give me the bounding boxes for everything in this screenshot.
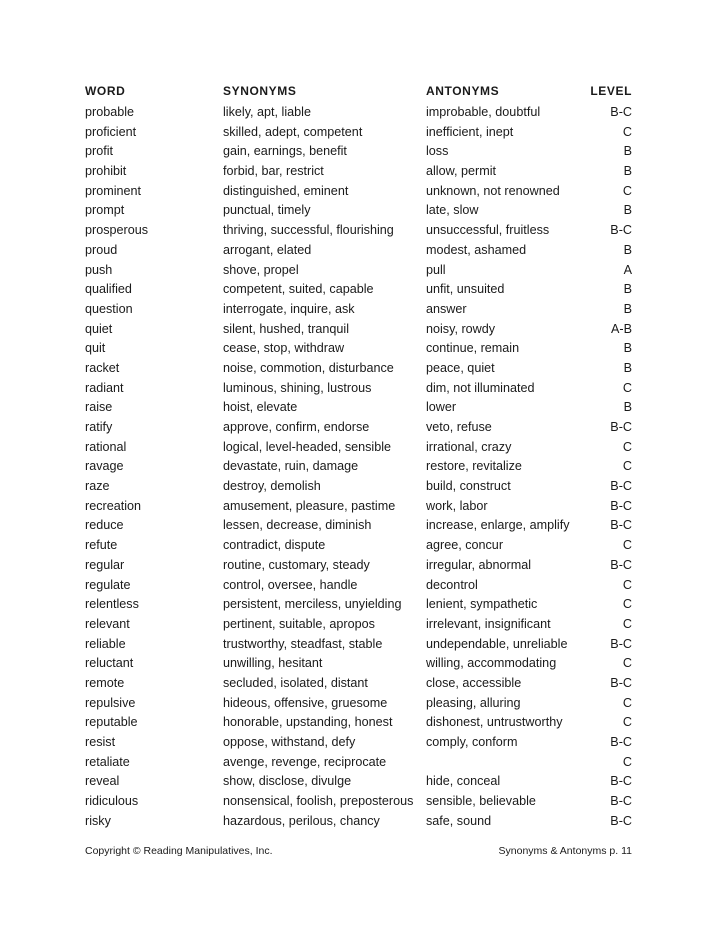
table-row bbox=[85, 221, 632, 241]
word-cell: regulate bbox=[85, 577, 131, 592]
page-footer bbox=[85, 842, 632, 860]
level-cell: C bbox=[622, 656, 632, 671]
antonyms-cell: close, accessible bbox=[426, 675, 522, 690]
antonyms-cell: continue, remain bbox=[426, 341, 520, 356]
word-cell: ratify bbox=[85, 420, 113, 434]
synonyms-cell: skilled, adept, competent bbox=[223, 124, 363, 139]
synonyms-cell: show, disclose, divulge bbox=[223, 774, 352, 789]
synonyms-cell: unwilling, hesitant bbox=[223, 656, 323, 671]
level-cell: B bbox=[623, 341, 632, 356]
word-cell: repulsive bbox=[85, 695, 136, 710]
word-cell: qualified bbox=[85, 282, 132, 297]
synonyms-cell: oppose, withstand, defy bbox=[223, 735, 356, 749]
level-cell: C bbox=[622, 597, 632, 612]
antonyms-cell: dishonest, untrustworthy bbox=[426, 715, 563, 730]
table-row bbox=[85, 812, 632, 832]
table-row bbox=[85, 516, 632, 536]
antonyms-cell: lower bbox=[426, 400, 457, 415]
level-cell: A bbox=[623, 262, 632, 277]
word-cell: proficient bbox=[85, 124, 137, 139]
synonyms-cell: shove, propel bbox=[223, 262, 299, 277]
level-cell: C bbox=[622, 616, 632, 631]
table-row bbox=[85, 477, 632, 497]
word-cell: ravage bbox=[85, 459, 124, 474]
word-cell: prominent bbox=[85, 183, 142, 198]
synonyms-cell: avenge, revenge, reciprocate bbox=[223, 754, 387, 769]
synonyms-cell: silent, hushed, tranquil bbox=[223, 321, 350, 336]
table-row bbox=[85, 713, 632, 733]
word-cell: regular bbox=[85, 557, 125, 572]
synonyms-cell: luminous, shining, lustrous bbox=[223, 380, 372, 395]
synonyms-cell: honorable, upstanding, honest bbox=[223, 715, 393, 730]
table-row bbox=[85, 654, 632, 674]
level-cell: B-C bbox=[610, 774, 632, 789]
word-cell: reveal bbox=[85, 774, 120, 789]
table-row bbox=[85, 241, 632, 261]
table-body bbox=[85, 103, 632, 831]
level-cell: B bbox=[623, 164, 632, 179]
word-cell: recreation bbox=[85, 498, 142, 513]
synonyms-cell: persistent, merciless, unyielding bbox=[223, 597, 402, 612]
synonyms-cell: cease, stop, withdraw bbox=[223, 341, 345, 356]
copyright-text: Copyright © Reading Manipulatives, Inc. bbox=[85, 845, 273, 857]
synonyms-cell: nonsensical, foolish, preposterous bbox=[223, 794, 414, 809]
word-cell: push bbox=[85, 262, 113, 277]
synonyms-cell: likely, apt, liable bbox=[223, 105, 311, 119]
word-cell: retaliate bbox=[85, 754, 130, 769]
level-cell: C bbox=[622, 439, 632, 454]
antonyms-cell: pull bbox=[426, 262, 446, 277]
level-cell: C bbox=[622, 754, 632, 769]
antonyms-cell: loss bbox=[426, 144, 449, 159]
word-cell: radiant bbox=[85, 380, 124, 395]
antonyms-cell: restore, revitalize bbox=[426, 459, 522, 474]
antonyms-cell: safe, sound bbox=[426, 813, 492, 828]
table-row bbox=[85, 753, 632, 773]
synonyms-cell: trustworthy, steadfast, stable bbox=[223, 636, 383, 651]
level-cell: B bbox=[623, 203, 632, 218]
antonyms-cell: dim, not illuminated bbox=[426, 380, 535, 395]
antonyms-cell: improbable, doubtful bbox=[426, 105, 541, 119]
level-cell: B-C bbox=[610, 813, 632, 828]
antonyms-cell: irregular, abnormal bbox=[426, 557, 531, 572]
level-cell: B bbox=[623, 301, 632, 316]
header-antonyms: ANTONYMS bbox=[426, 84, 500, 98]
antonyms-cell: noisy, rowdy bbox=[426, 321, 496, 336]
synonyms-cell: control, oversee, handle bbox=[223, 577, 358, 592]
table-row bbox=[85, 339, 632, 359]
synonyms-cell: gain, earnings, benefit bbox=[223, 144, 347, 159]
antonyms-cell: agree, concur bbox=[426, 538, 504, 553]
level-cell: B bbox=[623, 144, 632, 159]
word-cell: rational bbox=[85, 439, 127, 454]
antonyms-cell: unsuccessful, fruitless bbox=[426, 223, 550, 238]
synonyms-cell: approve, confirm, endorse bbox=[223, 420, 370, 434]
level-cell: B-C bbox=[610, 518, 632, 533]
table-row bbox=[85, 201, 632, 221]
table-row bbox=[85, 398, 632, 418]
antonyms-cell: irrational, crazy bbox=[426, 439, 512, 454]
header-level: LEVEL bbox=[590, 84, 632, 98]
antonyms-cell: allow, permit bbox=[426, 164, 496, 179]
level-cell: C bbox=[622, 124, 632, 139]
table-row bbox=[85, 733, 632, 753]
word-cell: proud bbox=[85, 242, 118, 257]
table-row bbox=[85, 576, 632, 596]
level-cell: B-C bbox=[610, 675, 632, 690]
table-row bbox=[85, 792, 632, 812]
synonyms-cell: devastate, ruin, damage bbox=[223, 459, 359, 474]
table-row bbox=[85, 300, 632, 320]
antonyms-cell: answer bbox=[426, 301, 467, 316]
synonyms-cell: amusement, pleasure, pastime bbox=[223, 498, 396, 513]
level-cell: C bbox=[622, 577, 632, 592]
header-word: WORD bbox=[85, 84, 126, 98]
table-row bbox=[85, 320, 632, 340]
synonyms-cell: destroy, demolish bbox=[223, 479, 321, 494]
table-row bbox=[85, 162, 632, 182]
level-cell: A-B bbox=[611, 321, 632, 336]
word-cell: reputable bbox=[85, 715, 138, 730]
antonyms-cell: late, slow bbox=[426, 203, 479, 218]
synonyms-cell: noise, commotion, disturbance bbox=[223, 360, 394, 375]
level-cell: B-C bbox=[610, 223, 632, 238]
table-row bbox=[85, 772, 632, 792]
table-row bbox=[85, 379, 632, 399]
level-cell: C bbox=[622, 183, 632, 198]
synonyms-cell: hoist, elevate bbox=[223, 400, 298, 415]
level-cell: B-C bbox=[610, 557, 632, 572]
level-cell: B-C bbox=[610, 420, 632, 434]
word-cell: profit bbox=[85, 144, 113, 159]
synonyms-cell: pertinent, suitable, apropos bbox=[223, 616, 375, 631]
antonyms-cell: peace, quiet bbox=[426, 360, 495, 375]
table-row bbox=[85, 261, 632, 281]
table-row bbox=[85, 635, 632, 655]
table-row bbox=[85, 418, 632, 438]
level-cell: C bbox=[622, 459, 632, 474]
antonyms-cell: unfit, unsuited bbox=[426, 282, 505, 297]
synonyms-cell: competent, suited, capable bbox=[223, 282, 374, 297]
antonyms-cell: hide, conceal bbox=[426, 774, 501, 789]
antonyms-cell: inefficient, inept bbox=[426, 124, 514, 139]
table-row bbox=[85, 457, 632, 477]
level-cell: B bbox=[623, 360, 632, 375]
antonyms-cell: unknown, not renowned bbox=[426, 183, 560, 198]
synonyms-cell: interrogate, inquire, ask bbox=[223, 301, 355, 316]
synonyms-cell: secluded, isolated, distant bbox=[223, 675, 368, 690]
vocabulary-table bbox=[85, 80, 632, 831]
antonyms-cell: work, labor bbox=[426, 498, 488, 513]
antonyms-cell: willing, accommodating bbox=[426, 656, 557, 671]
word-cell: relevant bbox=[85, 616, 130, 631]
table-row bbox=[85, 123, 632, 143]
table-row bbox=[85, 694, 632, 714]
antonyms-cell: sensible, believable bbox=[426, 794, 536, 809]
level-cell: B-C bbox=[610, 498, 632, 513]
synonyms-cell: lessen, decrease, diminish bbox=[223, 518, 372, 533]
level-cell: C bbox=[622, 380, 632, 395]
synonyms-cell: punctual, timely bbox=[223, 203, 311, 218]
level-cell: C bbox=[622, 695, 632, 710]
antonyms-cell: decontrol bbox=[426, 577, 478, 592]
word-cell: ridiculous bbox=[85, 794, 139, 809]
word-cell: reluctant bbox=[85, 656, 134, 671]
antonyms-cell: lenient, sympathetic bbox=[426, 597, 538, 612]
synonyms-cell: hideous, offensive, gruesome bbox=[223, 695, 388, 710]
table-row bbox=[85, 536, 632, 556]
table-row bbox=[85, 595, 632, 615]
word-cell: question bbox=[85, 301, 133, 316]
level-cell: C bbox=[622, 715, 632, 730]
word-cell: refute bbox=[85, 538, 118, 553]
antonyms-cell: modest, ashamed bbox=[426, 242, 527, 257]
level-cell: B-C bbox=[610, 636, 632, 651]
synonyms-cell: thriving, successful, flourishing bbox=[223, 223, 394, 238]
level-cell: C bbox=[622, 538, 632, 553]
word-cell: reduce bbox=[85, 518, 124, 533]
synonyms-cell: logical, level-headed, sensible bbox=[223, 439, 392, 454]
level-cell: B-C bbox=[610, 735, 632, 749]
table-row bbox=[85, 142, 632, 162]
table-row bbox=[85, 438, 632, 458]
table-row bbox=[85, 359, 632, 379]
word-cell: risky bbox=[85, 813, 111, 828]
word-cell: prosperous bbox=[85, 223, 149, 238]
level-cell: B bbox=[623, 400, 632, 415]
word-cell: quit bbox=[85, 341, 106, 356]
word-cell: raise bbox=[85, 400, 113, 415]
antonyms-cell: irrelevant, insignificant bbox=[426, 616, 551, 631]
table-header bbox=[85, 80, 632, 102]
word-cell: reliable bbox=[85, 636, 126, 651]
word-cell: probable bbox=[85, 105, 135, 119]
antonyms-cell: pleasing, alluring bbox=[426, 695, 521, 710]
synonyms-cell: arrogant, elated bbox=[223, 242, 312, 257]
level-cell: B-C bbox=[610, 794, 632, 809]
synonyms-cell: forbid, bar, restrict bbox=[223, 164, 324, 179]
synonyms-cell: contradict, dispute bbox=[223, 538, 326, 553]
word-cell: remote bbox=[85, 675, 125, 690]
word-cell: relentless bbox=[85, 597, 139, 612]
table-row bbox=[85, 556, 632, 576]
header-synonyms: SYNONYMS bbox=[223, 84, 297, 98]
table-row bbox=[85, 674, 632, 694]
level-cell: B-C bbox=[610, 105, 632, 119]
table-row bbox=[85, 615, 632, 635]
level-cell: B bbox=[623, 242, 632, 257]
table-row bbox=[85, 280, 632, 300]
word-cell: prompt bbox=[85, 203, 125, 218]
page-number-label: Synonyms & Antonyms p. 11 bbox=[498, 845, 632, 857]
word-cell: racket bbox=[85, 360, 120, 375]
antonyms-cell: undependable, unreliable bbox=[426, 636, 568, 651]
word-cell: quiet bbox=[85, 321, 113, 336]
synonyms-cell: routine, customary, steady bbox=[223, 557, 370, 572]
antonyms-cell: build, construct bbox=[426, 479, 511, 494]
antonyms-cell: comply, conform bbox=[426, 735, 518, 749]
table-row bbox=[85, 103, 632, 123]
word-cell: prohibit bbox=[85, 164, 127, 179]
word-cell: raze bbox=[85, 479, 110, 494]
synonyms-cell: distinguished, eminent bbox=[223, 183, 349, 198]
antonyms-cell: veto, refuse bbox=[426, 420, 492, 434]
antonyms-cell: increase, enlarge, amplify bbox=[426, 518, 570, 533]
table-row bbox=[85, 182, 632, 202]
table-row bbox=[85, 497, 632, 517]
synonyms-cell: hazardous, perilous, chancy bbox=[223, 813, 380, 828]
word-cell: resist bbox=[85, 735, 116, 749]
level-cell: B-C bbox=[610, 479, 632, 494]
level-cell: B bbox=[623, 282, 632, 297]
